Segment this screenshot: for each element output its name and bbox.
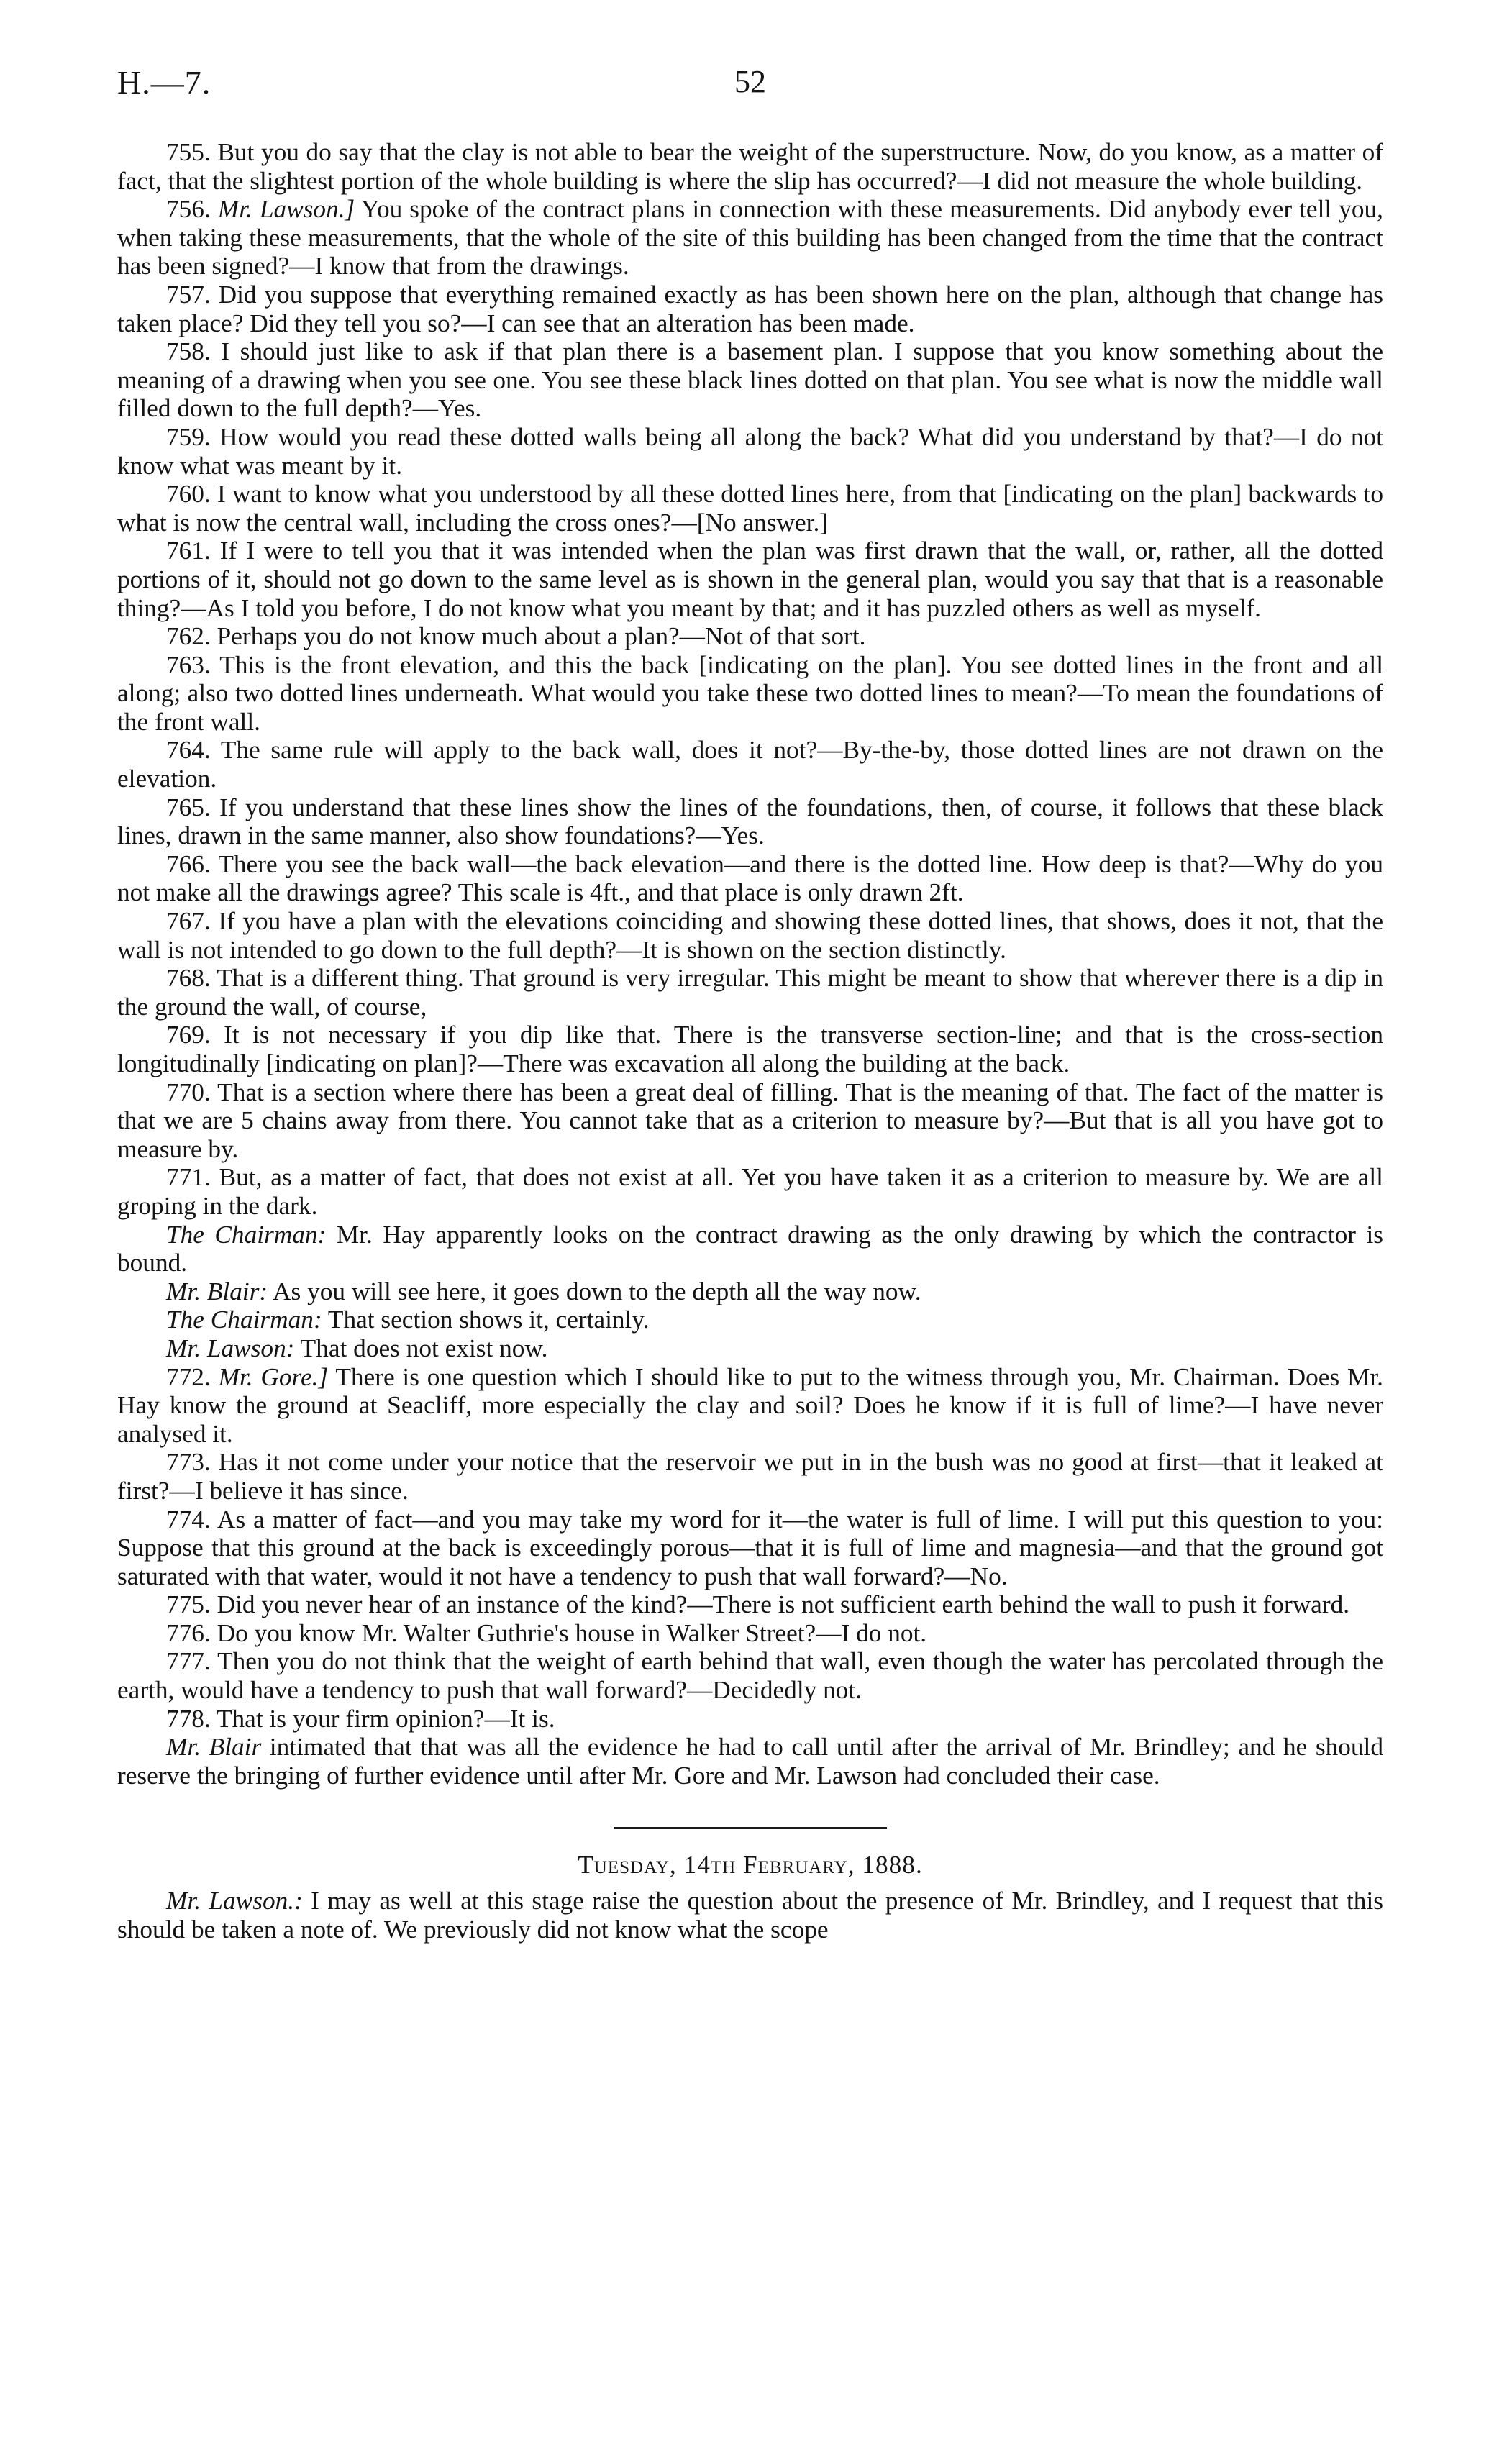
paragraph-778: 778. That is your firm opinion?—It is. <box>166 1704 555 1733</box>
paragraph-763: 763. This is the front elevation, and this the back [indicating on the plan]. You see dotted lines in the front and all along; also two dotted lines underneath. What would you take these two dotted lines to mean?—To mean the foundations of the front wall. <box>117 650 1383 736</box>
speaker-name: Mr. Gore.] <box>218 1362 329 1391</box>
lawson-statement: Mr. Lawson.: I may as well at this stage raise the question about the presence of Mr. Brindley, and I request that this should be taken a note of. We previously did not know what the scope <box>117 1887 1383 1944</box>
sitting-date-heading: Tuesday, 14th February, 1888. <box>578 1851 923 1879</box>
paragraph-769: 769. It is not necessary if you dip like that. There is the transverse section-line; and that is the cross-section longitudinally [indicating on plan]?—There was excavation all along the building at the back. <box>117 1021 1383 1077</box>
paragraph-757: 757. Did you suppose that everything remained exactly as has been shown here on the plan, although that change has taken place? Did they tell you so?—I can see that an alteration has been made. <box>117 280 1383 337</box>
paragraph-777: 777. Then you do not think that the weight of earth behind that wall, even though the water has percolated through the earth, would have a tendency to push that wall forward?—Decidedly not. <box>117 1647 1383 1705</box>
paragraph-768: 768. That is a different thing. That ground is very irregular. This might be meant to show that wherever there is a dip in the ground the wall, of course, <box>117 964 1383 1021</box>
speaker-name: Mr. Lawson.] <box>217 195 355 224</box>
section-divider <box>614 1827 887 1829</box>
paragraph-761: 761. If I were to tell you that it was intended when the plan was first drawn that the wall, or, rather, all the dotted portions of it, should not go down to the same level as is shown in the general plan, would you say that that is a reasonable thing?—As I told you before, I do not know what you meant by that; and it has puzzled others as well as myself. <box>117 537 1383 622</box>
paragraph-760: 760. I want to know what you understood by all these dotted lines here, from that [indicating on the plan] backwards to what is now the central wall, including the cross ones?—[No answer.] <box>117 480 1383 537</box>
chairman-remark: The Chairman: That section shows it, certainly. <box>166 1305 650 1334</box>
paragraph-758: 758. I should just like to ask if that plan there is a basement plan. I suppose that you know something about the meaning of a drawing when you see one. You see these black lines dotted on that plan. You see what is now the middle wall filled down to the full depth?—Yes. <box>117 337 1383 423</box>
paragraph-762: 762. Perhaps you do not know much about a plan?—Not of that sort. <box>166 622 866 651</box>
evidence-body <box>117 138 1383 1944</box>
paragraph-771: 771. But, as a matter of fact, that does not exist at all. Yet you have taken it as a criterion to measure by. We are all groping in the dark. <box>117 1163 1383 1220</box>
paragraph-770: 770. That is a section where there has been a great deal of filling. That is the meaning of that. The fact of the matter is that we are 5 chains away from there. You cannot take that as a criterion to measure by?—But that is all you have got to measure by. <box>117 1077 1383 1163</box>
paragraph-756: 756. Mr. Lawson.] You spoke of the contract plans in connection with these measurements. Did anybody ever tell you, when taking these measurements, that the whole of the site of this building has been changed from the time that the contract has been signed?—I know that from the drawings. <box>117 195 1384 281</box>
paragraph-767: 767. If you have a plan with the elevations coinciding and showing these dotted lines, that shows, does it not, that the wall is not intended to go down to the full depth?—It is shown on the section distinctly. <box>117 907 1383 964</box>
paragraph-775: 775. Did you never hear of an instance of the kind?—There is not sufficient earth behind the wall to push it forward. <box>166 1590 1350 1619</box>
paragraph-774: 774. As a matter of fact—and you may take my word for it—the water is full of lime. I will put this question to you: Suppose that this ground at the back is exceedingly porous—that it is full of lime and magnesia—and that the ground got saturated with that water, would it not have a tendency to push that wall forward?—No. <box>117 1505 1383 1590</box>
paragraph-773: 773. Has it not come under your notice that the reservoir we put in in the bush was no good at first—that it leaked at first?—I believe it has since. <box>117 1448 1383 1505</box>
blair-remark: Mr. Blair: As you will see here, it goes down to the depth all the way now. <box>166 1277 921 1305</box>
lawson-remark: Mr. Lawson: That does not exist now. <box>166 1334 548 1362</box>
paragraph-766: 766. There you see the back wall—the back elevation—and there is the dotted line. How deep is that?—Why do you not make all the drawings agree? This scale is 4ft., and that place is only drawn 2ft. <box>117 849 1383 907</box>
chairman-remark: The Chairman: Mr. Hay apparently looks on the contract drawing as the only drawing by which the contractor is bound. <box>117 1220 1383 1277</box>
page-number: 52 <box>734 64 766 99</box>
paragraph-772: 772. Mr. Gore.] There is one question which I should like to put to the witness through you, Mr. Chairman. Does Mr. Hay know the ground at Seacliff, more especially the clay and soil? Does he know if it is full of lime?—I have never analysed it. <box>117 1362 1384 1448</box>
blair-intimation: Mr. Blair intimated that that was all the evidence he had to call until after the arrival of Mr. Brindley; and he should reserve the bringing of further evidence until after Mr. Gore and Mr. Lawson had concluded their case. <box>117 1733 1383 1790</box>
speaker-name: The Chairman: <box>166 1220 327 1249</box>
document-page <box>117 63 1383 1944</box>
paragraph-759: 759. How would you read these dotted walls being all along the back? What did you understand by that?—I do not know what was meant by it. <box>117 422 1383 480</box>
report-reference: H.—7. <box>117 64 211 101</box>
paragraph-764: 764. The same rule will apply to the back wall, does it not?—By-the-by, those dotted lines are not drawn on the elevation. <box>117 736 1383 793</box>
paragraph-755: 755. But you do say that the clay is not able to bear the weight of the superstructure. Now, do you know, as a matter of fact, that the slightest portion of the whole building is where the slip has occurred?—I did not measure the whole building. <box>117 138 1383 195</box>
page-header <box>117 63 1383 121</box>
speaker-name: Mr. Lawson: <box>166 1334 295 1362</box>
speaker-name: Mr. Lawson.: <box>166 1887 303 1915</box>
speaker-name: Mr. Blair: <box>166 1277 268 1305</box>
speaker-name: Mr. Blair <box>166 1733 262 1762</box>
paragraph-776: 776. Do you know Mr. Walter Guthrie's house in Walker Street?—I do not. <box>166 1618 927 1647</box>
paragraph-765: 765. If you understand that these lines show the lines of the foundations, then, of course, it follows that these black lines, drawn in the same manner, also show foundations?—Yes. <box>117 793 1383 850</box>
speaker-name: The Chairman: <box>166 1305 322 1334</box>
